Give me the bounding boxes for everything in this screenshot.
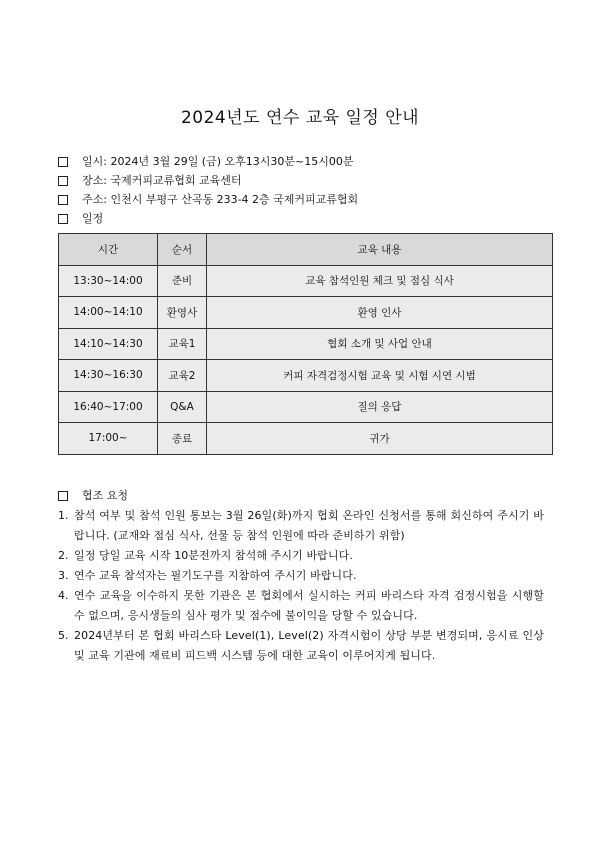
info-address-text: 주소: 인천시 부평구 산곡동 233-4 2층 국제커피교류협회	[82, 193, 359, 206]
info-date-text: 일시: 2024년 3월 29일 (금) 오후13시30분~15시00분	[82, 155, 354, 168]
info-schedule	[58, 209, 558, 228]
checkbox-square-icon	[58, 157, 68, 167]
request-item-5	[58, 626, 544, 666]
table-row	[59, 328, 553, 360]
cell-order: 교육1	[158, 328, 207, 360]
cell-time: 17:00~	[59, 423, 158, 455]
cell-time: 14:30~16:30	[59, 360, 158, 392]
header-time: 시간	[59, 234, 158, 266]
request-item-2	[58, 546, 544, 566]
info-date	[58, 152, 558, 171]
cell-time: 16:40~17:00	[59, 391, 158, 423]
table-row	[59, 297, 553, 329]
cell-content: 질의 응답	[207, 391, 553, 423]
info-place-text: 장소: 국제커피교류협회 교육센터	[82, 174, 242, 187]
header-order: 순서	[158, 234, 207, 266]
item-number: 1.	[58, 509, 69, 522]
request-heading-text: 협조 요청	[82, 489, 129, 502]
schedule-table	[58, 233, 553, 455]
checkbox-square-icon	[58, 176, 68, 186]
item-text: 일정 당일 교육 시작 10분전까지 참석해 주시기 바랍니다.	[74, 549, 353, 562]
cell-content: 교육 참석인원 체크 및 점심 식사	[207, 265, 553, 297]
request-heading	[58, 486, 544, 506]
cell-time: 13:30~14:00	[59, 265, 158, 297]
table-header-row	[59, 234, 553, 266]
info-schedule-text: 일정	[82, 212, 104, 225]
table-row	[59, 423, 553, 455]
item-text: 연수 교육을 이수하지 못한 기관은 본 협회에서 실시하는 커피 바리스타 자격 검정시험을 시행할 수 없으며, 응시생들의 심사 평가 및 점수에 불이익을 당할 수 있습니다.	[74, 589, 544, 622]
info-address	[58, 190, 558, 209]
cell-order: Q&A	[158, 391, 207, 423]
cell-content: 협회 소개 및 사업 안내	[207, 328, 553, 360]
cell-content: 귀가	[207, 423, 553, 455]
table-row	[59, 360, 553, 392]
cell-order: 교육2	[158, 360, 207, 392]
cell-content: 환영 인사	[207, 297, 553, 329]
table-row	[59, 391, 553, 423]
info-list	[58, 152, 558, 228]
cell-time: 14:10~14:30	[59, 328, 158, 360]
header-content: 교육 내용	[207, 234, 553, 266]
checkbox-square-icon	[58, 491, 68, 501]
cell-time: 14:00~14:10	[59, 297, 158, 329]
checkbox-square-icon	[58, 214, 68, 224]
cell-content: 커피 자격검정시험 교육 및 시험 시연 시범	[207, 360, 553, 392]
item-text: 2024년부터 본 협회 바리스타 Level(1), Level(2) 자격시험이 상당 부분 변경되며, 응시료 인상 및 교육 기관에 재료비 피드백 시스템 등에 대한 교육이 이루어지게 됩니다.	[74, 629, 544, 662]
cell-order: 준비	[158, 265, 207, 297]
cell-order: 종료	[158, 423, 207, 455]
document-title: 2024년도 연수 교육 일정 안내	[180, 108, 420, 128]
info-place	[58, 171, 558, 190]
request-item-1	[58, 506, 544, 546]
request-section	[58, 486, 544, 666]
checkbox-square-icon	[58, 195, 68, 205]
item-number: 2.	[58, 549, 69, 562]
table-row	[59, 265, 553, 297]
item-text: 연수 교육 참석자는 필기도구를 지참하여 주시기 바랍니다.	[74, 569, 357, 582]
cell-order: 환영사	[158, 297, 207, 329]
request-item-3	[58, 566, 544, 586]
item-number: 4.	[58, 589, 69, 602]
item-text: 참석 여부 및 참석 인원 통보는 3월 26일(화)까지 협회 온라인 신청서를 통해 회신하여 주시기 바랍니다. (교재와 점심 식사, 선물 등 참석 인원에 따라 준비하기 위함)	[74, 509, 544, 542]
item-number: 5.	[58, 629, 69, 642]
request-item-4	[58, 586, 544, 626]
item-number: 3.	[58, 569, 69, 582]
